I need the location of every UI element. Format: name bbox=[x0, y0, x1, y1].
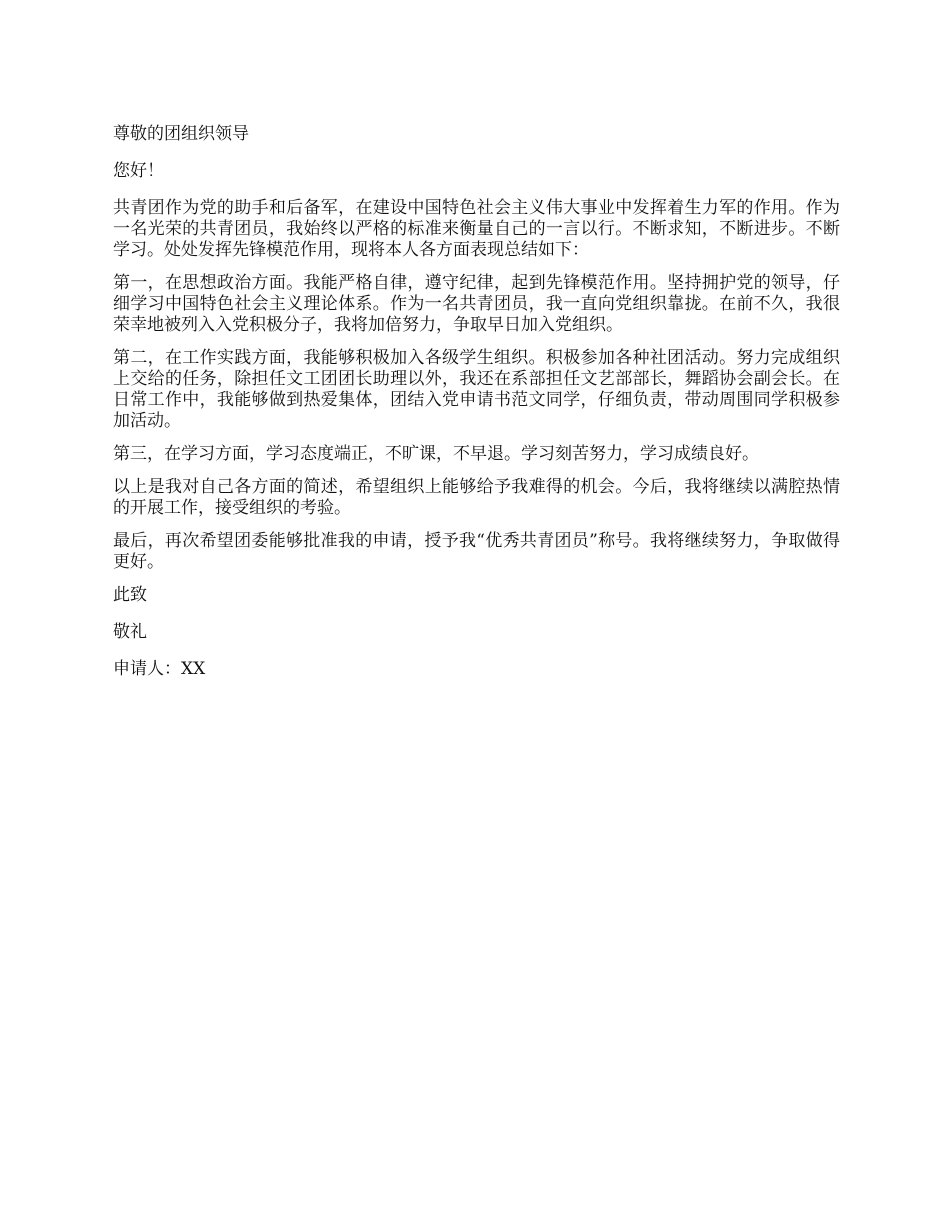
closing-jingli: 敬礼 bbox=[113, 622, 147, 642]
paragraph-intro: 共青团作为党的助手和后备军，在建设中国特色社会主义伟大事业中发挥着生力军的作用。作为一名光荣的共青团员，我始终以严格的标准来衡量自己的一言以行。不断求知，不断进步。不断学习。处处发挥先锋模范作用，现将本人各方面表现总结如下： bbox=[113, 198, 840, 260]
closing-cizhi: 此致 bbox=[113, 585, 147, 605]
greeting: 您好！ bbox=[113, 161, 164, 181]
paragraph-work: 第二，在工作实践方面，我能够积极加入各级学生组织。积极参加各种社团活动。努力完成组织上交给的任务，除担任文工团团长助理以外，我还在系部担任文艺部部长，舞蹈协会副会长。在日常工作中，我能够做到热爱集体，团结入党申请书范文同学，仔细负责，带动周围同学积极参加活动。 bbox=[113, 348, 840, 431]
paragraph-final: 最后，再次希望团委能够批准我的申请，授予我“优秀共青团员”称号。我将继续努力，争取做得更好。 bbox=[113, 531, 840, 572]
letter-document bbox=[113, 124, 840, 696]
paragraph-study: 第三，在学习方面，学习态度端正，不旷课，不早退。学习刻苦努力，学习成绩良好。 bbox=[113, 444, 759, 464]
paragraph-political: 第一，在思想政治方面。我能严格自律，遵守纪律，起到先锋模范作用。坚持拥护党的领导，仔细学习中国特色社会主义理论体系。作为一名共青团员，我一直向党组织靠拢。在前不久，我很荣幸地被列入入党积极分子，我将加倍努力，争取早日加入党组织。 bbox=[113, 273, 840, 335]
salutation: 尊敬的团组织领导 bbox=[113, 124, 249, 144]
signature: 申请人：XX bbox=[113, 659, 206, 679]
paragraph-summary: 以上是我对自己各方面的简述，希望组织上能够给予我难得的机会。今后，我将继续以满腔热情的开展工作，接受组织的考验。 bbox=[113, 477, 840, 518]
